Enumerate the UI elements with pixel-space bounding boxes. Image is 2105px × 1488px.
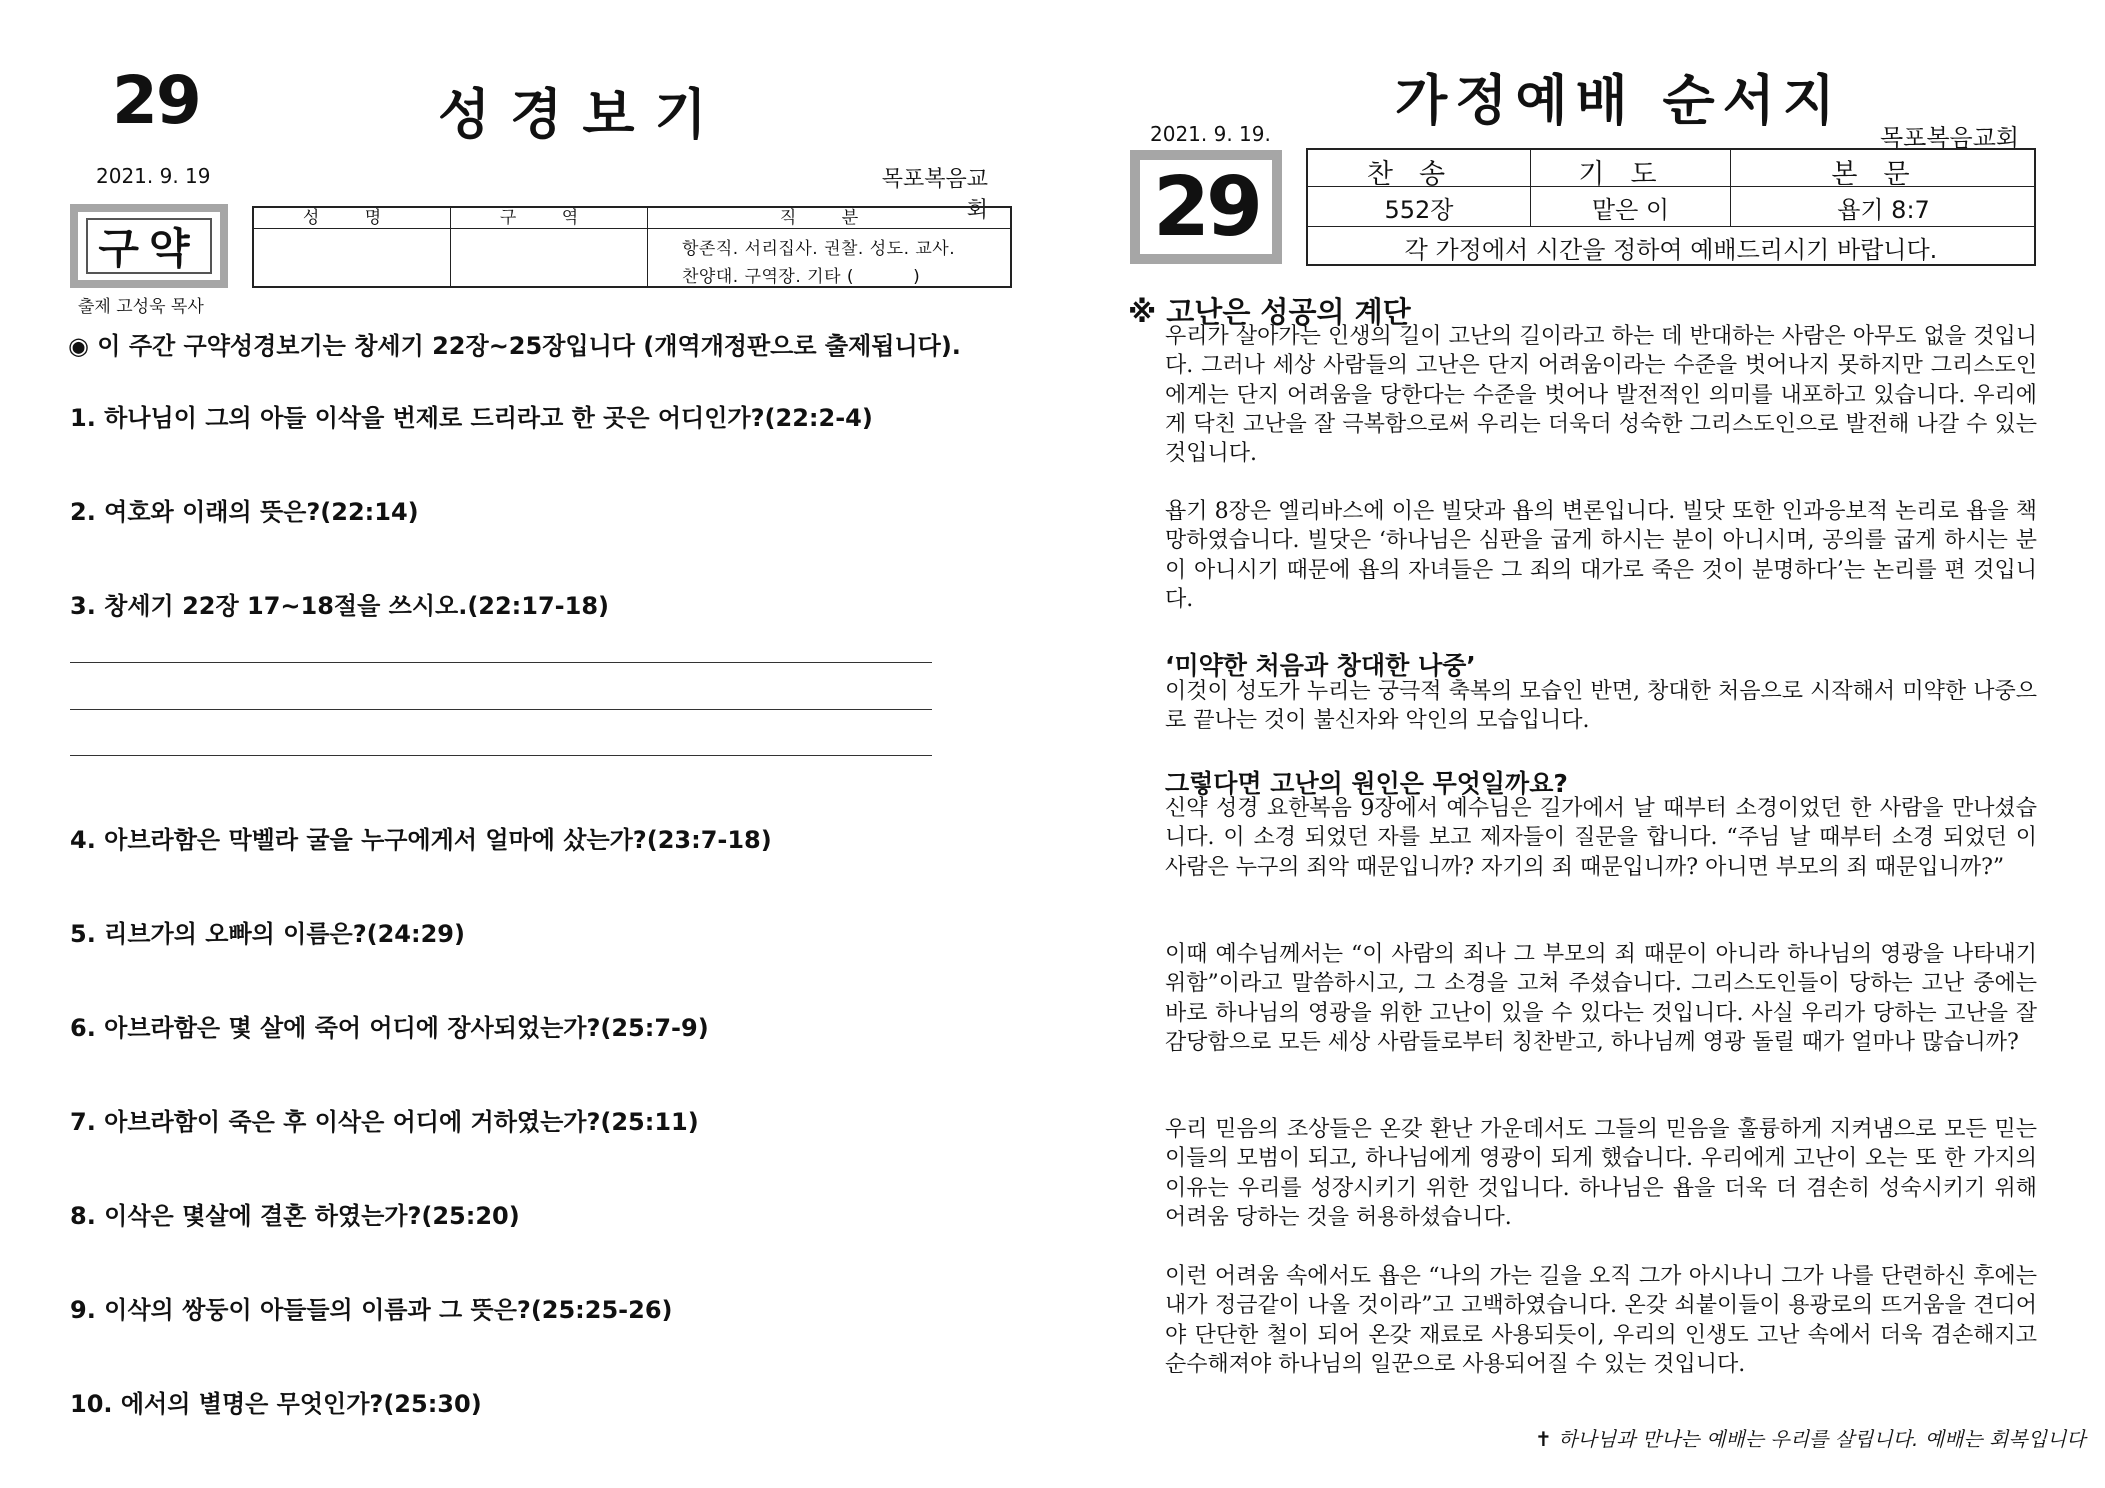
- answer-line[interactable]: [70, 709, 932, 710]
- question-10: 10. 에서의 별명은 무엇인가?(25:30): [70, 1390, 482, 1418]
- right-date: 2021. 9. 19.: [1150, 122, 1271, 146]
- left-page-title: 성경보기: [438, 83, 727, 146]
- left-church-name: 목포복음교회: [881, 167, 988, 223]
- scripture-value: 욥기 8:7: [1837, 196, 1930, 224]
- question-5: 5. 리브가의 오빠의 이름은?(24:29): [70, 920, 465, 948]
- worship-order-table: [1306, 148, 2036, 266]
- paragraph-4: 신약 성경 요한복음 9장에서 예수님은 길가에서 날 때부터 소경이었던 한 사람을 만나셨습니다. 이 소경 되었던 자를 보고 제자들이 질문을 합니다. “주님 날 때부터 소경 되었던 이 사람은 누구의 죄악 때문입니까? 자기의 죄 때문입니까? 아니면 부모의 죄 때문입니까?”: [1165, 796, 2037, 880]
- question-9: 9. 이삭의 쌍둥이 아들들의 이름과 그 뜻은?(25:25-26): [70, 1296, 673, 1324]
- right-church-name: 목포복음교회: [1880, 124, 2020, 152]
- role-options-line1: 항존직. 서리집사. 권찰. 성도. 교사.: [682, 239, 956, 259]
- table-row-divider: [1308, 226, 2034, 227]
- subhead-1: ‘미약한 처음과 창대한 나중’: [1165, 651, 1476, 680]
- paragraph-7: 이런 어려움 속에서도 욥은 “나의 가는 길을 오직 그가 아시나니 그가 나를 단련하신 후에는 내가 정금같이 나올 것이라”고 고백하였습니다. 온갖 쇠붙이들이 용광로의 뜨거움을 견디어야 단단한 철이 되어 온갖 재료로 사용되듯이, 우리의 인생도 고난 속에서 더욱 겸손해지고 순수해져야 하나님의 일꾼으로 사용되어질 수 있는 것입니다.: [1165, 1264, 2037, 1377]
- header-scripture: 본문: [1831, 159, 1936, 190]
- question-1: 1. 하나님이 그의 아들 이삭을 번제로 드리라고 한 곳은 어디인가?(22:2-4): [70, 404, 873, 432]
- question-3: 3. 창세기 22장 17~18절을 쓰시오.(22:17-18): [70, 592, 610, 620]
- section-label: 구약: [86, 218, 212, 274]
- right-page-number: 29: [1152, 159, 1260, 255]
- header-prayer: 기도: [1578, 159, 1683, 190]
- author-line: 출제 고성욱 목사: [78, 297, 204, 317]
- paragraph-2: 욥기 8장은 엘리바스에 이은 빌닷과 욥의 변론입니다. 빌닷 또한 인과응보적 논리로 욥을 책망하였습니다. 빌닷은 ‘하나님은 심판을 굽게 하시는 분이 아니시며, 공의를 굽게 하시는 분이 아니시기 때문에 욥의 자녀들은 그 죄의 대가로 죽은 것이 분명하다’는 논리를 편 것입니다.: [1165, 499, 2037, 612]
- question-6: 6. 아브라함은 몇 살에 죽어 어디에 장사되었는가?(25:7-9): [70, 1014, 709, 1042]
- role-options-line2: 찬양대. 구역장. 기타 ( ): [682, 267, 921, 287]
- answer-line[interactable]: [70, 662, 932, 663]
- right-page-title: 가정예배 순서지: [1395, 69, 1843, 132]
- footer-motto: ✝ 하나님과 만나는 예배는 우리를 살립니다. 예배는 회복입니다: [1535, 1427, 2086, 1451]
- paragraph-1: 우리가 살아가는 인생의 길이 고난의 길이라고 하는 데 반대하는 사람은 아무도 없을 것입니다. 그러나 세상 사람들의 고난은 단지 어려움이라는 수준을 벗어나지 못하지만 그리스도인에게는 단지 어려움을 당한다는 수준을 벗어나 발전적인 의미를 내포하고 있습니다. 우리에게 닥친 고난을 잘 극복함으로써 우리는 더욱더 성숙한 그리스도인으로 발전해 나갈 수 있는 것입니다.: [1165, 324, 2037, 467]
- header-name: 성 명: [254, 208, 450, 229]
- paragraph-6: 우리 믿음의 조상들은 온갖 환난 가운데서도 그들의 믿음을 훌륭하게 지켜냄으로 모든 믿는 이들의 모범이 되고, 하나님에게 영광이 되게 했습니다. 우리에게 고난이 오는 또 한 가지의 이유는 우리를 성장시키기 위한 것입니다. 하나님은 욥을 더욱 더 겸손히 성숙시키기 위해 어려움 당하는 것을 허용하셨습니다.: [1165, 1117, 2037, 1230]
- paragraph-5: 이때 예수님께서는 “이 사람의 죄나 그 부모의 죄 때문이 아니라 하나님의 영광을 나타내기 위함”이라고 말씀하시고, 그 소경을 고쳐 주셨습니다. 그리스도인들이 당하는 고난 중에는 바로 하나님의 영광을 위한 고난이 있을 수 있다는 것입니다. 사실 우리가 당하는 고난을 잘 감당함으로 모든 세상 사람들로부터 칭찬받고, 하나님께 영광 돌릴 때가 얼마나 많습니까?: [1165, 942, 2037, 1055]
- left-date: 2021. 9. 19: [96, 164, 211, 188]
- left-page-number: 29: [112, 62, 200, 139]
- header-hymn: 찬송: [1366, 159, 1472, 190]
- service-note: 각 가정에서 시간을 정하여 예배드리시기 바랍니다.: [1404, 236, 1938, 264]
- question-4: 4. 아브라함은 막벨라 굴을 누구에게서 얼마에 샀는가?(23:7-18): [70, 826, 772, 854]
- table-divider: [647, 208, 648, 286]
- question-7: 7. 아브라함이 죽은 후 이삭은 어디에 거하였는가?(25:11): [70, 1108, 699, 1136]
- answer-line[interactable]: [70, 755, 932, 756]
- weekly-notice: ◉ 이 주간 구약성경보기는 창세기 22장~25장입니다 (개역개정판으로 출제됩니다).: [68, 332, 961, 360]
- respondent-info-table: [252, 206, 1012, 288]
- table-divider: [450, 208, 451, 286]
- subhead-2: 그렇다면 고난의 원인은 무엇일까요?: [1165, 769, 1568, 798]
- question-2: 2. 여호와 이래의 뜻은?(22:14): [70, 498, 419, 526]
- essay-title: ※ 고난은 성공의 계단: [1128, 295, 1411, 329]
- header-role: 직 분: [648, 208, 1010, 229]
- prayer-value: 맡은 이: [1591, 196, 1670, 224]
- header-district: 구 역: [451, 208, 647, 229]
- hymn-value: 552장: [1384, 196, 1454, 224]
- paragraph-3: 이것이 성도가 누리는 궁극적 축복의 모습인 반면, 창대한 처음으로 시작해서 미약한 나중으로 끝나는 것이 불신자와 악인의 모습입니다.: [1165, 679, 2037, 734]
- right-number-box: [1130, 150, 1282, 264]
- section-label-box: [70, 204, 228, 288]
- question-8: 8. 이삭은 몇살에 결혼 하였는가?(25:20): [70, 1202, 520, 1230]
